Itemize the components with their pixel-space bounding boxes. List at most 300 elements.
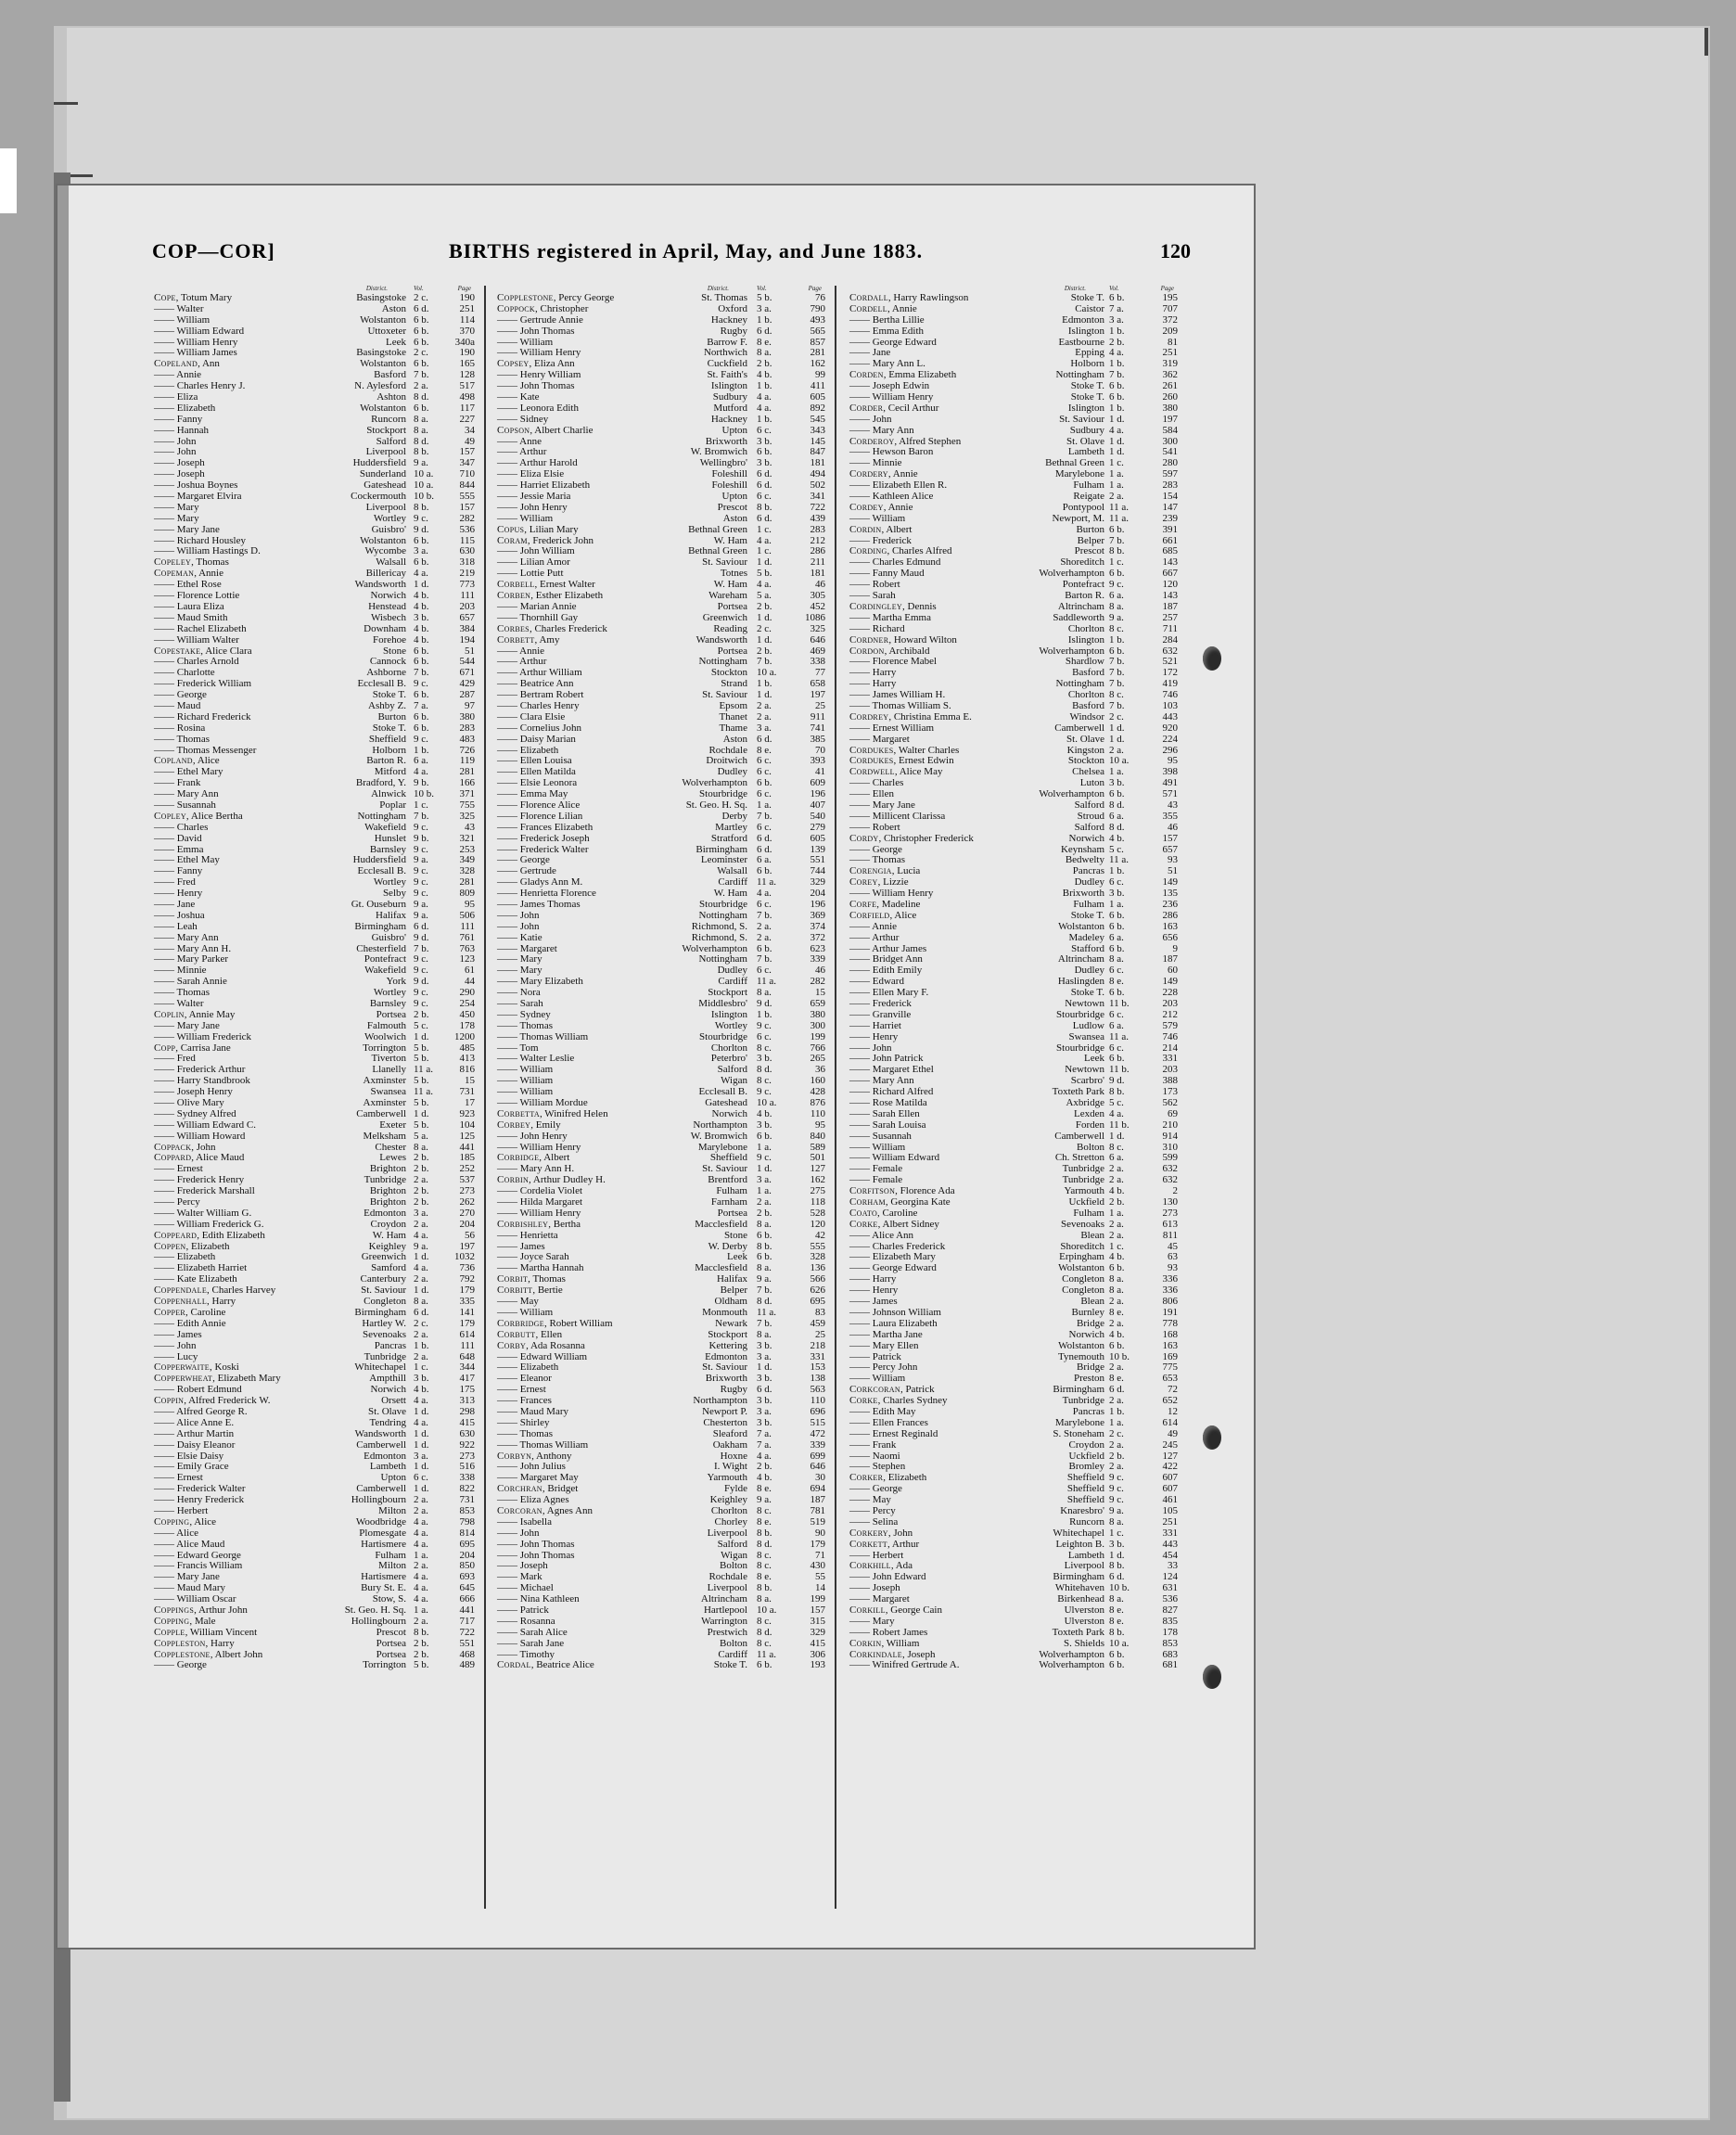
entry-district: Upton — [721, 424, 747, 436]
entry-volume: 5 b. — [414, 1659, 429, 1671]
entry-volume: 1 a. — [757, 1185, 772, 1197]
entry-volume: 8 b. — [757, 1240, 772, 1252]
entry-name: Cordall, Harry Rawlingson — [849, 292, 969, 303]
entry-district: Woodbridge — [355, 1515, 406, 1528]
entry-page: 61 — [465, 965, 475, 977]
entry-district: Guisbro' — [371, 523, 406, 535]
punch-hole — [1203, 646, 1221, 671]
entry-name: —— Isabella — [497, 1515, 552, 1528]
entry-name: —— Margaret — [849, 1593, 910, 1605]
entry-page: 279 — [810, 821, 825, 833]
entry-name: Coppard, Alice Maud — [154, 1152, 245, 1164]
entry-page: 95 — [815, 1119, 825, 1131]
header-range: COP—COR] — [152, 239, 275, 262]
entry-name: Corden, Emma Elizabeth — [849, 369, 957, 381]
entry-volume: 6 b. — [1109, 987, 1125, 999]
entry-district: Stockton — [1067, 755, 1104, 767]
entry-page: 169 — [1162, 1350, 1178, 1362]
entry-name: —— Herbert — [154, 1504, 209, 1516]
entry-volume: 8 a. — [757, 1328, 772, 1340]
entry-page: 798 — [459, 1515, 475, 1528]
entry-district: Blean — [1080, 1229, 1104, 1241]
entry-volume: 4 a. — [757, 888, 772, 900]
entry-district: Leighton B. — [1055, 1538, 1104, 1550]
entry-page: 15 — [465, 1075, 475, 1087]
entry-page: 540 — [810, 810, 825, 822]
entry-district: Falmouth — [366, 1019, 406, 1031]
entry-name: —— Sarah Alice — [497, 1626, 568, 1638]
entry-volume: 3 a. — [414, 545, 428, 557]
entry-volume: 6 c. — [757, 755, 772, 767]
entry-volume: 6 c. — [757, 491, 772, 503]
register-entry — [154, 525, 475, 536]
entry-name: Corby, Ada Rosanna — [497, 1339, 585, 1351]
entry-page: 76 — [815, 292, 825, 303]
entry-volume: 4 a. — [757, 579, 772, 591]
entry-district: Toxteth Park — [1052, 1086, 1104, 1098]
entry-name: Corkcoran, Patrick — [849, 1384, 935, 1396]
entry-name: —— Leah — [154, 920, 198, 932]
entry-district: Axminster — [363, 1075, 406, 1087]
entry-volume: 8 d. — [1109, 799, 1125, 811]
register-entry — [849, 1231, 1178, 1242]
entry-name: —— Marian Annie — [497, 600, 577, 612]
register-entry — [849, 922, 1178, 933]
entry-volume: 11 a. — [757, 876, 776, 889]
register-entry — [849, 1605, 1178, 1617]
entry-district: Camberwell — [356, 1483, 406, 1495]
entry-volume: 2 c. — [414, 1317, 428, 1329]
entry-name: —— John — [154, 1339, 197, 1351]
entry-volume: 3 a. — [757, 1405, 772, 1417]
entry-page: 696 — [810, 1405, 825, 1417]
entry-district: Burton — [1076, 523, 1104, 535]
entry-district: Alnwick — [371, 788, 406, 800]
entry-name: —— Elizabeth — [497, 744, 559, 756]
entry-page: 563 — [810, 1384, 825, 1396]
entry-page: 761 — [459, 931, 475, 943]
entry-name: —— Eliza Agnes — [497, 1494, 569, 1506]
entry-volume: 2 a. — [414, 1174, 428, 1186]
entry-page: 49 — [465, 435, 475, 447]
entry-name: Corke, Albert Sidney — [849, 1218, 939, 1230]
entry-district: Leek — [386, 336, 406, 348]
entry-district: Newport, M. — [1052, 512, 1104, 524]
entry-name: —— John Thomas — [497, 1549, 575, 1561]
entry-name: —— Jessie Maria — [497, 491, 571, 503]
register-entry — [154, 1617, 475, 1628]
register-entry — [497, 1010, 825, 1021]
entry-page: 273 — [459, 1450, 475, 1462]
entry-district: Sheffield — [1066, 1494, 1104, 1506]
entry-page: 110 — [810, 1395, 825, 1407]
entry-volume: 9 b. — [414, 777, 429, 789]
entry-volume: 8 e. — [1109, 1604, 1124, 1616]
entry-volume: 4 b. — [414, 622, 429, 634]
entry-page: 876 — [810, 1097, 825, 1109]
entry-page: 120 — [1162, 579, 1178, 591]
entry-page: 49 — [1168, 1427, 1178, 1439]
entry-volume: 1 b. — [757, 678, 772, 690]
entry-volume: 1 c. — [414, 799, 428, 811]
entry-volume: 9 c. — [414, 876, 428, 889]
register-entry — [154, 823, 475, 834]
entry-page: 95 — [465, 898, 475, 910]
entry-name: —— George — [849, 843, 902, 855]
entry-page: 746 — [1162, 1030, 1178, 1042]
entry-volume: 5 a. — [414, 1130, 428, 1142]
entry-district: Edmonton — [1062, 313, 1104, 326]
entry-volume: 2 b. — [757, 1207, 772, 1219]
entry-name: —— Joseph — [154, 457, 205, 469]
entry-name: —— Elizabeth Ellen R. — [849, 479, 948, 492]
entry-name: Corchran, Bridget — [497, 1483, 579, 1495]
entry-volume: 8 a. — [1109, 600, 1124, 612]
column-header-page: Page — [1160, 285, 1174, 292]
register-entry — [497, 1540, 825, 1551]
entry-district: Tunbridge — [1062, 1395, 1104, 1407]
entry-page: 203 — [1162, 998, 1178, 1009]
entry-page: 300 — [1162, 435, 1178, 447]
entry-district: Hollingbourn — [351, 1494, 406, 1506]
entry-volume: 3 b. — [414, 1373, 429, 1385]
entry-name: —— Sarah Annie — [154, 976, 227, 988]
entry-district: Llanelly — [372, 1064, 406, 1076]
entry-volume: 4 a. — [414, 1582, 428, 1594]
entry-district: Marylebone — [1054, 468, 1104, 480]
register-entry — [849, 580, 1178, 591]
entry-page: 93 — [1168, 1262, 1178, 1274]
entry-district: Dudley — [1074, 876, 1104, 889]
register-entry — [849, 1495, 1178, 1506]
entry-volume: 2 a. — [757, 699, 772, 711]
register-entry — [497, 723, 825, 735]
entry-volume: 8 b. — [414, 501, 429, 513]
entry-volume: 7 b. — [757, 1317, 772, 1329]
entry-volume: 8 d. — [757, 1064, 772, 1076]
entry-district: Wigan — [721, 1549, 747, 1561]
entry-volume: 1 d. — [1109, 413, 1125, 425]
entry-district: Uttoxeter — [367, 325, 406, 337]
entry-district: St. Olave — [368, 1405, 406, 1417]
column-header-page: Page — [808, 285, 822, 292]
entry-volume: 8 c. — [757, 1075, 772, 1087]
entry-name: Cordingley, Dennis — [849, 600, 937, 612]
entry-page: 494 — [810, 468, 825, 480]
register-entry — [154, 1131, 475, 1143]
entry-page: 498 — [459, 391, 475, 403]
entry-volume: 7 b. — [1109, 678, 1125, 690]
register-entry — [497, 1617, 825, 1628]
entry-page: 565 — [810, 325, 825, 337]
entry-name: —— James Thomas — [497, 898, 581, 910]
entry-name: —— Richard Housley — [154, 534, 246, 546]
entry-name: Cope, Totum Mary — [154, 292, 233, 303]
entry-district: Stoke T. — [1070, 292, 1104, 303]
entry-page: 154 — [1162, 491, 1178, 503]
entry-name: —— Alice Ann — [849, 1229, 914, 1241]
entry-district: W. Ham — [713, 888, 747, 900]
entry-district: Basford — [374, 369, 406, 381]
entry-district: Reigate — [1073, 491, 1104, 503]
entry-name: Copperwheat, Elizabeth Mary — [154, 1373, 281, 1385]
register-column-2 — [497, 285, 825, 1671]
entry-district: Edmonton — [705, 1350, 747, 1362]
entry-name: —— Mary Ann — [154, 931, 219, 943]
entry-page: 143 — [1162, 590, 1178, 602]
entry-name: —— Henry — [849, 1030, 899, 1042]
entry-name: Cordrey, Christina Emma E. — [849, 710, 972, 722]
entry-name: —— George — [849, 1483, 902, 1495]
entry-name: —— John Edward — [849, 1571, 926, 1583]
entry-district: Aston — [722, 733, 747, 745]
entry-name: —— Nora — [497, 987, 541, 999]
entry-name: —— Female — [849, 1163, 903, 1175]
register-entry — [849, 778, 1178, 789]
entry-name: —— Stephen — [849, 1461, 906, 1473]
entry-volume: 6 b. — [414, 402, 429, 414]
entry-page: 695 — [459, 1538, 475, 1550]
entry-name: —— George Edward — [849, 336, 937, 348]
entry-district: Haslingden — [1057, 976, 1104, 988]
entry-name: —— Florence Lottie — [154, 590, 240, 602]
entry-page: 657 — [1162, 843, 1178, 855]
entry-district: Forehoe — [372, 633, 406, 646]
entry-volume: 11 b. — [1109, 1119, 1130, 1131]
entry-district: Brighton — [369, 1196, 406, 1208]
entry-page: 328 — [810, 1251, 825, 1263]
entry-volume: 3 b. — [757, 435, 772, 447]
entry-volume: 4 a. — [757, 391, 772, 403]
entry-name: —— William Edward C. — [154, 1119, 256, 1131]
entry-volume: 6 d. — [757, 1384, 772, 1396]
entry-district: Wandsworth — [354, 579, 406, 591]
entry-district: Swansea — [1068, 1030, 1104, 1042]
entry-name: —— William — [497, 1075, 554, 1087]
entry-name: Copple, William Vincent — [154, 1626, 258, 1638]
entry-volume: 4 a. — [414, 1538, 428, 1550]
entry-name: —— Charles Arnold — [154, 656, 239, 668]
entry-page: 349 — [459, 854, 475, 866]
entry-page: 450 — [459, 1008, 475, 1020]
entry-district: Fulham — [1073, 898, 1104, 910]
entry-name: Copson, Albert Charlie — [497, 424, 594, 436]
entry-district: Epping — [1075, 347, 1104, 359]
entry-district: Islington — [710, 1008, 747, 1020]
entry-district: Eastbourne — [1058, 336, 1104, 348]
register-entry — [154, 1528, 475, 1540]
entry-volume: 2 a. — [414, 1328, 428, 1340]
entry-name: —— Henrietta Florence — [497, 888, 596, 900]
entry-name: Coppack, John — [154, 1141, 216, 1153]
entry-volume: 3 a. — [1109, 313, 1124, 326]
entry-district: Sudbury — [1069, 424, 1104, 436]
entry-page: 203 — [459, 600, 475, 612]
entry-page: 609 — [810, 777, 825, 789]
entry-volume: 1 b. — [1109, 358, 1125, 370]
register-entry — [849, 326, 1178, 338]
register-entry — [497, 1440, 825, 1451]
entry-page: 283 — [459, 722, 475, 734]
register-entry — [849, 1263, 1178, 1274]
register-entry — [497, 437, 825, 448]
entry-name: —— Fred — [154, 876, 196, 889]
entry-district: Pontefract — [1062, 579, 1104, 591]
entry-page: 374 — [810, 920, 825, 932]
entry-name: —— Harry — [849, 667, 897, 679]
entry-volume: 3 a. — [757, 1350, 772, 1362]
entry-page: 290 — [459, 987, 475, 999]
entry-district: Newport P. — [702, 1405, 747, 1417]
entry-name: —— Frederick William — [154, 678, 252, 690]
entry-volume: 2 c. — [414, 292, 428, 303]
entry-page: 197 — [810, 689, 825, 701]
entry-district: St. Saviour — [702, 1163, 747, 1175]
entry-volume: 1 d. — [1109, 435, 1125, 447]
entry-name: —— Millicent Clarissa — [849, 810, 946, 822]
entry-volume: 1 d. — [1109, 722, 1125, 734]
entry-page: 790 — [810, 302, 825, 314]
entry-name: —— Laura Elizabeth — [849, 1317, 938, 1329]
entry-volume: 8 e. — [1109, 1373, 1124, 1385]
entry-district: Northwich — [703, 347, 747, 359]
entry-page: 25 — [815, 699, 825, 711]
entry-name: —— Sarah — [497, 998, 543, 1009]
entry-name: —— Tom — [497, 1042, 539, 1054]
register-entry — [497, 514, 825, 525]
entry-volume: 9 c. — [414, 512, 428, 524]
page-number: 120 — [1160, 239, 1191, 262]
entry-name: —— Jane — [849, 347, 891, 359]
entry-name: —— Henry — [154, 888, 203, 900]
entry-volume: 10 b. — [414, 491, 434, 503]
entry-page: 204 — [810, 888, 825, 900]
entry-volume: 6 a. — [1109, 1152, 1124, 1164]
entry-name: —— Johnson William — [849, 1306, 941, 1318]
register-page — [57, 185, 1254, 1948]
entry-page: 816 — [459, 1064, 475, 1076]
entry-page: 179 — [810, 1538, 825, 1550]
entry-volume: 2 b. — [757, 358, 772, 370]
entry-district: Fylde — [723, 1483, 747, 1495]
entry-volume: 4 b. — [414, 1384, 429, 1396]
entry-page: 261 — [1162, 380, 1178, 392]
entry-page: 541 — [1162, 446, 1178, 458]
register-entry — [497, 1341, 825, 1352]
entry-district: Northampton — [693, 1119, 747, 1131]
entry-page: 579 — [1162, 1019, 1178, 1031]
entry-page: 384 — [459, 622, 475, 634]
entry-district: Leominster — [700, 854, 747, 866]
entry-name: —— Richard Frederick — [154, 710, 251, 722]
entry-volume: 6 b. — [757, 865, 772, 877]
entry-name: Corfe, Madeline — [849, 898, 921, 910]
entry-district: Cannock — [369, 656, 406, 668]
entry-volume: 4 b. — [1109, 1185, 1125, 1197]
entry-volume: 5 c. — [414, 1019, 428, 1031]
entry-name: Corbyn, Anthony — [497, 1450, 572, 1462]
entry-page: 25 — [815, 1328, 825, 1340]
entry-district: Halifax — [717, 1273, 747, 1285]
entry-volume: 8 b. — [757, 1582, 772, 1594]
entry-volume: 8 c. — [757, 1560, 772, 1572]
entry-district: Brixworth — [705, 1373, 747, 1385]
column-header-district: District. — [707, 285, 729, 292]
entry-volume: 6 c. — [757, 1030, 772, 1042]
entry-volume: 2 a. — [414, 1494, 428, 1506]
entry-volume: 6 d. — [414, 920, 429, 932]
entry-name: —— Martha Jane — [849, 1328, 923, 1340]
entry-page: 166 — [459, 777, 475, 789]
entry-name: —— Mary Elizabeth — [497, 976, 583, 988]
entry-page: 43 — [465, 821, 475, 833]
entry-name: —— Hannah — [154, 424, 209, 436]
entry-name: —— Annie — [849, 920, 898, 932]
entry-name: —— Charlotte — [154, 667, 215, 679]
entry-volume: 4 a. — [414, 1395, 428, 1407]
entry-name: —— Mary Jane — [154, 523, 220, 535]
register-entry — [497, 1021, 825, 1032]
entry-volume: 6 b. — [414, 710, 429, 722]
entry-volume: 8 e. — [757, 336, 772, 348]
entry-district: Hartlepool — [703, 1604, 747, 1616]
entry-name: —— Cordelia Violet — [497, 1185, 583, 1197]
entry-page: 857 — [810, 336, 825, 348]
entry-page: 781 — [810, 1504, 825, 1516]
entry-district: I. Wight — [713, 1461, 747, 1473]
entry-district: Shoreditch — [1060, 556, 1104, 569]
entry-page: 731 — [459, 1086, 475, 1098]
entry-name: Corkhill, Ada — [849, 1560, 913, 1572]
entry-page: 187 — [810, 1494, 825, 1506]
register-entry — [849, 1517, 1178, 1528]
entry-district: Runcorn — [1069, 1515, 1104, 1528]
register-entry — [497, 1517, 825, 1528]
entry-district: Bridge — [1077, 1362, 1104, 1374]
entry-district: Wolverhampton — [682, 942, 747, 954]
entry-volume: 7 b. — [757, 656, 772, 668]
entry-name: —— Bertha Lillie — [849, 313, 925, 326]
entry-volume: 2 a. — [414, 380, 428, 392]
entry-page: 545 — [810, 413, 825, 425]
entry-name: —— Margaret May — [497, 1472, 579, 1484]
entry-district: Burnley — [1071, 1306, 1104, 1318]
entry-name: Corfitson, Florence Ada — [849, 1185, 955, 1197]
entry-volume: 6 a. — [1109, 590, 1124, 602]
entry-name: —— William Edward — [849, 1152, 940, 1164]
entry-district: Ashby Z. — [368, 699, 406, 711]
entry-district: Portsea — [376, 1008, 406, 1020]
entry-page: 485 — [459, 1042, 475, 1054]
entry-page: 415 — [459, 1416, 475, 1428]
register-entry — [849, 403, 1178, 415]
entry-volume: 3 b. — [757, 1119, 772, 1131]
entry-district: Madeley — [1068, 931, 1104, 943]
entry-page: 773 — [459, 579, 475, 591]
entry-volume: 3 b. — [414, 611, 429, 623]
register-entry — [154, 613, 475, 624]
entry-page: 656 — [1162, 931, 1178, 943]
entry-district: Scarbro' — [1070, 1075, 1104, 1087]
entry-page: 117 — [459, 402, 475, 414]
entry-name: —— Frank — [154, 777, 201, 789]
entry-volume: 8 a. — [757, 1593, 772, 1605]
entry-name: —— John — [849, 413, 892, 425]
entry-volume: 8 a. — [757, 1218, 772, 1230]
entry-volume: 4 a. — [757, 402, 772, 414]
entry-district: Peterbro' — [710, 1053, 747, 1065]
entry-page: 755 — [459, 799, 475, 811]
